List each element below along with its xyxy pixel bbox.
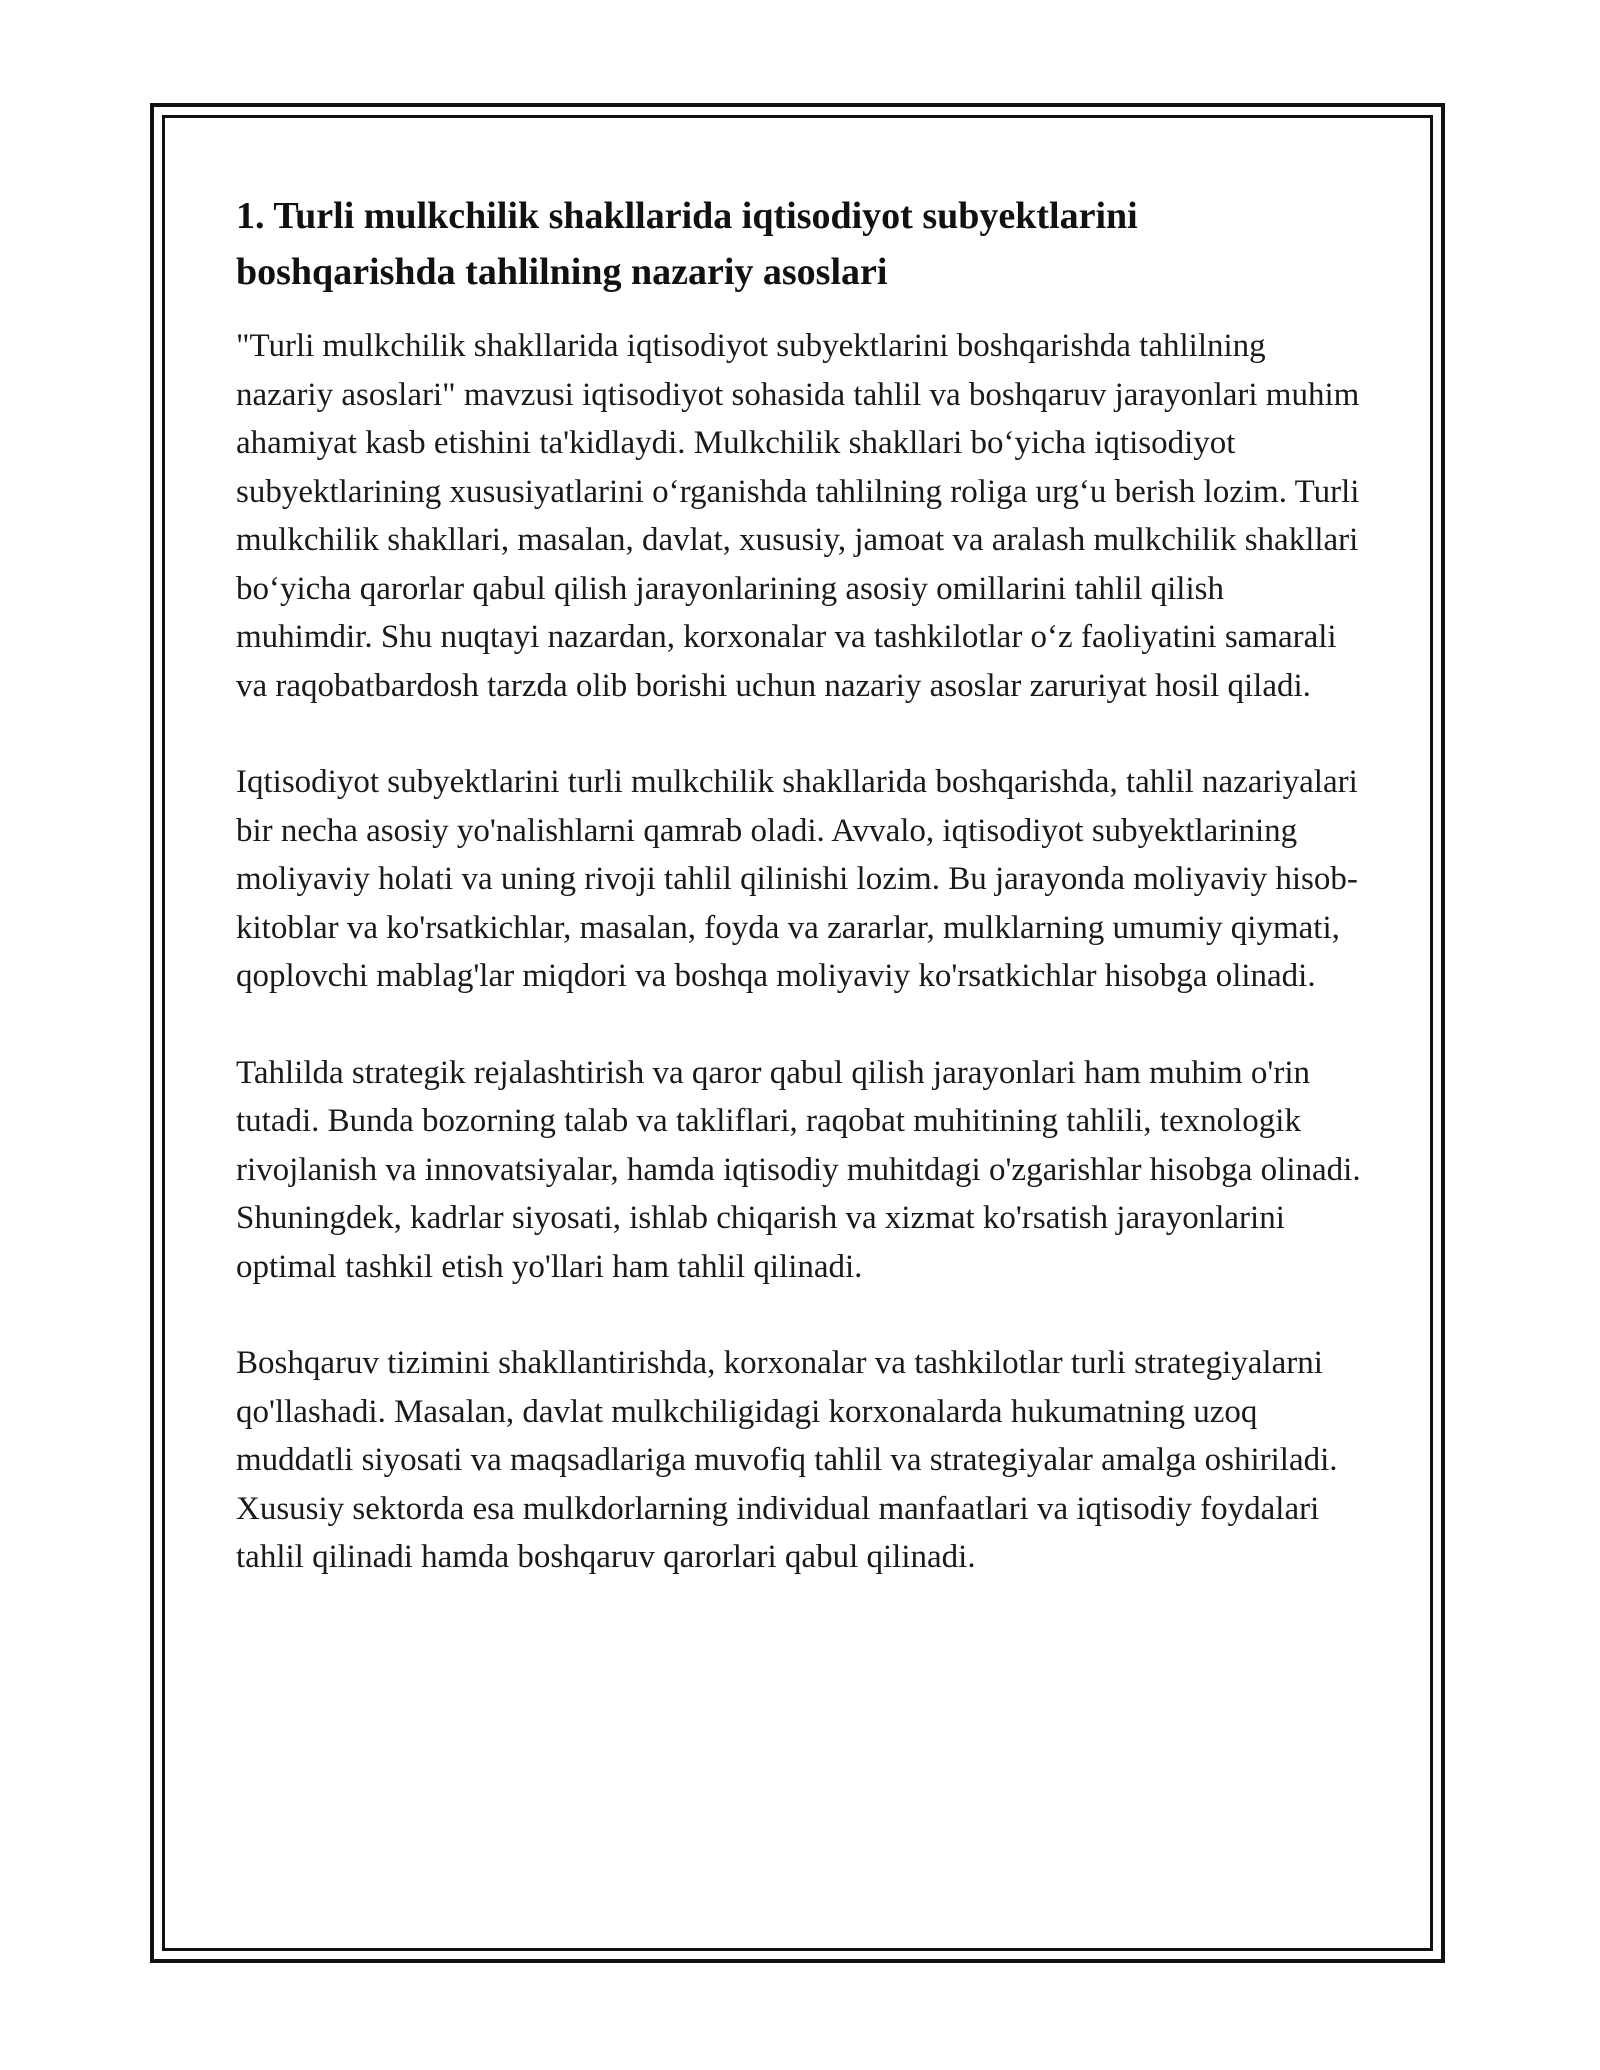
paragraph-3: Tahlilda strategik rejalashtirish va qaror qabul qilish jarayonlari ham muhim o'rin tutadi. Bunda bozorning talab va takliflari, raqobat muhitining tahlili, texnologik rivojlanish va innovatsiyalar, hamda iqtisodiy muhitdagi o'zgarishlar hisobga olinadi. Shuningdek, kadrlar siyosati, ishlab chiqarish va xizmat ko'rsatish jarayonlarini optimal tashkil etish yo'llari ham tahlil qilinadi.	[236, 1054, 1361, 1285]
document-body	[236, 188, 1366, 1630]
paragraph-1: "Turli mulkchilik shakllarida iqtisodiyot subyektlarini boshqarishda tahlilning nazariy asoslari" mavzusi iqtisodiyot sohasida tahlil va boshqaruv jarayonlari muhim ahamiyat kasb etishini ta'kidlaydi. Mulkchilik shakllari bo‘yicha iqtisodiyot subyektlarining xususiyatlarini o‘rganishda tahlilning roliga urg‘u berish lozim. Turli mulkchilik shakllari, masalan, davlat, xususiy, jamoat va aralash mulkchilik shakllari bo‘yicha qarorlar qabul qilish jarayonlarining asosiy omillarini tahlil qilish muhimdir. Shu nuqtayi nazardan, korxonalar va tashkilotlar o‘z faoliyatini samarali va raqobatbardosh tarzda olib borishi uchun nazariy asoslar zaruriyat hosil qiladi.	[236, 328, 1360, 704]
paragraph-2: Iqtisodiyot subyektlarini turli mulkchilik shakllarida boshqarishda, tahlil nazariyalari bir necha asosiy yo'nalishlarni qamrab oladi. Avvalo, iqtisodiyot subyektlarining moliyaviy holati va uning rivoji tahlil qilinishi lozim. Bu jarayonda moliyaviy hisob-kitoblar va ko'rsatkichlar, masalan, foyda va zararlar, mulklarning umumiy qiymati, qoplovchi mablag'lar miqdori va boshqa moliyaviy ko'rsatkichlar hisobga olinadi.	[236, 764, 1358, 994]
section-heading: 1. Turli mulkchilik shakllarida iqtisodiyot subyektlarini boshqarishda tahlilning nazariy asoslari	[236, 195, 1138, 293]
paragraph-4: Boshqaruv tizimini shakllantirishda, korxonalar va tashkilotlar turli strategiyalarni qo'llashadi. Masalan, davlat mulkchiligidagi korxonalarda hukumatning uzoq muddatli siyosati va maqsadlariga muvofiq tahlil va strategiyalar amalga oshiriladi. Xususiy sektorda esa mulkdorlarning individual manfaatlari va iqtisodiy foydalari tahlil qilinadi hamda boshqaruv qarorlari qabul qilinadi.	[236, 1345, 1338, 1575]
